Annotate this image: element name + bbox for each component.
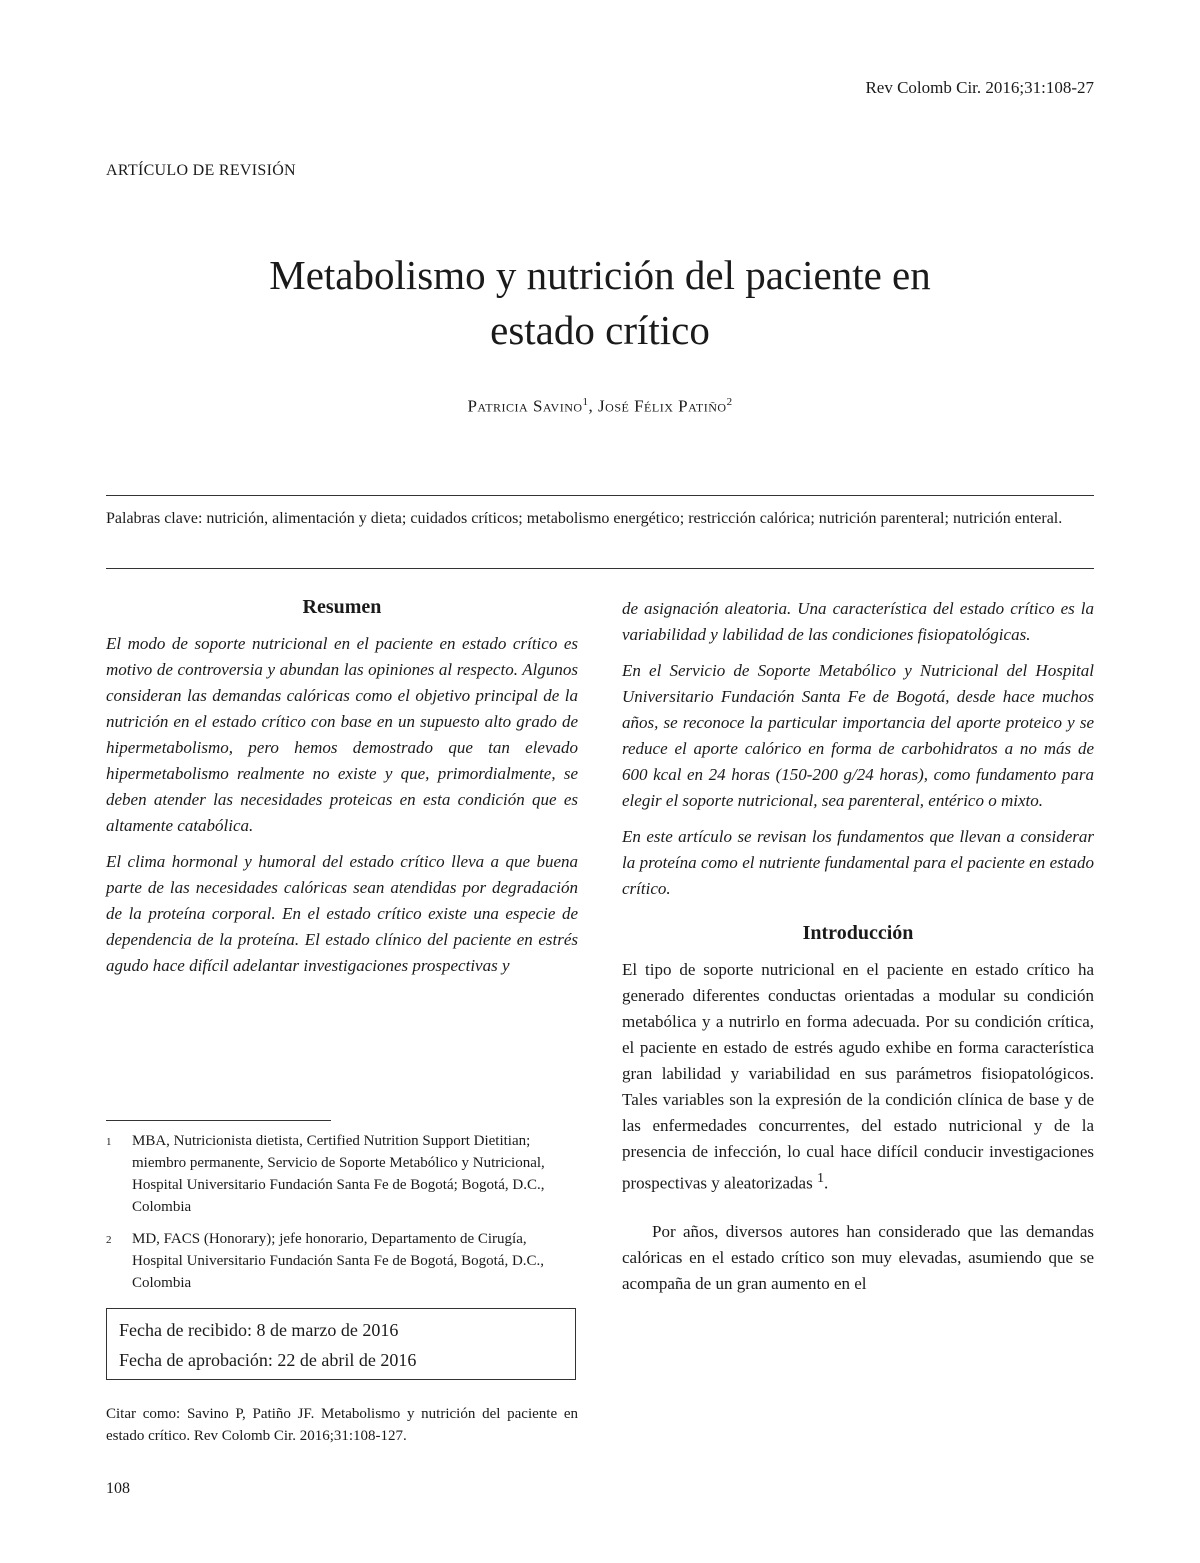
footnotes: [106, 1130, 578, 1304]
author-2-affiliation: 2: [726, 396, 733, 408]
abstract-paragraph-1: El modo de soporte nutricional en el paciente en estado crítico es motivo de controversia y abundan las opiniones al respecto. Algunos consideran las demandas calóricas como el objetivo principal de la nutrición en el estado crítico con base en un supuesto alto grado de hipermetabolismo, pero hemos demostrado que tan elevado hipermetabolismo realmente no existe y que, primordialmente, se deben atender las necesidades proteicas en esta condición que es altamente catabólica.: [106, 634, 578, 835]
article-title: [106, 248, 1094, 358]
title-line-1: Metabolismo y nutrición del paciente en: [269, 252, 931, 298]
abstract-paragraph-2-continued: de asignación aleatoria. Una característica del estado crítico es la variabilidad y labilidad de las condiciones fisiopatológicas.: [622, 599, 1094, 644]
introduction-body: [622, 957, 1094, 1297]
keywords-bottom-rule: [106, 568, 1094, 569]
journal-reference: Rev Colomb Cir. 2016;31:108-27: [865, 78, 1094, 97]
title-line-2: estado crítico: [490, 307, 710, 353]
reference-1: 1: [816, 1170, 825, 1186]
footnote-rule: [106, 1120, 331, 1121]
footnote-1: [106, 1130, 578, 1218]
introduction-paragraph-2: Por años, diversos autores han considerado que las demandas calóricas en el estado crítico son muy elevadas, asumiendo que se acompaña de un gran aumento en el: [622, 1221, 1094, 1293]
citation: Citar como: Savino P, Patiño JF. Metabolismo y nutrición del paciente en estado crítico. Rev Colomb Cir. 2016;31:108-127.: [106, 1406, 578, 1444]
footnote-2-number: 2: [106, 1234, 112, 1246]
approved-date: Fecha de aprobación: 22 de abril de 2016: [119, 1350, 417, 1370]
author-1-affiliation: 1: [582, 396, 589, 408]
introduction-paragraph-1-text: El tipo de soporte nutricional en el paciente en estado crítico ha generado diferentes conductas orientadas a modular su condición metabólica y a nutrirlo en forma adecuada. Por su condición crítica, el paciente en estado de estrés agudo exhibe en forma característica gran labilidad y variabilidad en sus parámetros fisiopatológicos. Tales variables son la expresión de la condición clínica de base y de las enfermedades concurrentes, del estado nutricional y de la presencia de infección, lo cual hace difícil conducir investigaciones prospectivas y aleatorizadas: [622, 960, 1094, 1193]
keywords: Palabras clave: nutrición, alimentación y dieta; cuidados críticos; metabolismo energético; restricción calórica; nutrición parenteral; nutrición enteral.: [106, 510, 1063, 527]
left-column: [106, 596, 578, 989]
footnote-1-number: 1: [106, 1136, 112, 1148]
keywords-top-rule: [106, 495, 1094, 496]
abstract-continued: [622, 596, 1094, 902]
author-2: José Félix Patiño: [598, 396, 727, 416]
abstract-heading: Resumen: [302, 596, 382, 618]
introduction-paragraph-1: [622, 957, 1094, 1197]
authors: [106, 396, 1094, 417]
page-number: 108: [106, 1480, 130, 1497]
author-1: Patricia Savino: [467, 396, 583, 416]
received-date: Fecha de recibido: 8 de marzo de 2016: [119, 1320, 399, 1340]
abstract-paragraph-2: El clima hormonal y humoral del estado crítico lleva a que buena parte de las necesidades calóricas sean atendidas por degradación de la proteína corporal. En el estado crítico existe una especie de dependencia de la proteína. El estado clínico del paciente en estrés agudo hace difícil adelantar investigaciones prospectivas y: [106, 852, 578, 975]
introduction-heading: Introducción: [802, 922, 914, 944]
footnote-2: [106, 1228, 578, 1294]
right-column: [622, 596, 1094, 1311]
article-type: ARTÍCULO DE REVISIÓN: [106, 162, 296, 179]
footnote-2-text: MD, FACS (Honorary); jefe honorario, Departamento de Cirugía, Hospital Universitario Fundación Santa Fe de Bogotá, Bogotá, D.C., Colombia: [132, 1231, 545, 1291]
abstract-paragraph-4: En este artículo se revisan los fundamentos que llevan a considerar la proteína como el nutriente fundamental para el paciente en estado crítico.: [622, 827, 1094, 898]
introduction-paragraph-1-end: .: [824, 1173, 829, 1193]
footnote-1-text: MBA, Nutricionista dietista, Certified Nutrition Support Dietitian; miembro permanente, Servicio de Soporte Metabólico y Nutricional, Hospital Universitario Fundación Santa Fe de Bogotá; Bogotá, D.C., Colombia: [132, 1133, 545, 1215]
dates-box: [106, 1308, 576, 1380]
abstract-paragraph-3: En el Servicio de Soporte Metabólico y Nutricional del Hospital Universitario Fundación Santa Fe de Bogotá, desde hace muchos años, se reconoce la particular importancia del aporte proteico y se reduce el aporte calórico en forma de carbohidratos a no más de 600 kcal en 24 horas (150-200 g/24 horas), como fundamento para elegir el soporte nutricional, sea parenteral, entérico o mixto.: [622, 661, 1094, 810]
author-separator: ,: [588, 396, 599, 416]
